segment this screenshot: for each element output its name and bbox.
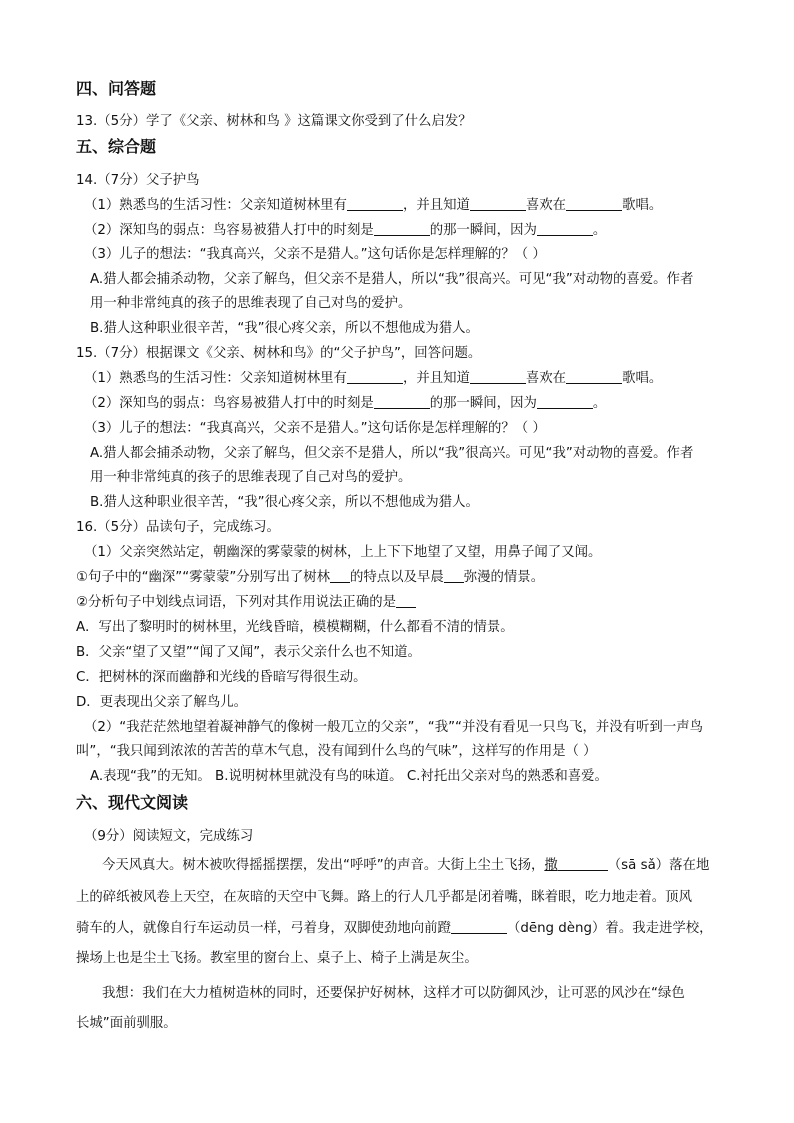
question-15-line-3: （3）儿子的想法：“我真高兴，父亲不是猎人。”这句话你是怎样理解的？（ ） xyxy=(84,421,546,436)
answer-blank[interactable] xyxy=(558,856,608,871)
answer-blank[interactable] xyxy=(374,394,430,409)
reading-paragraph-1-line-2: 上的碎纸被风卷上天空，在灰暗的天空中飞舞。路上的行人几乎都是闭着嘴，眯着眼，吃力地走着。顶风 xyxy=(76,890,692,905)
question-16-sentence-1: （1）父亲突然站定，朝幽深的雾蒙蒙的树林，上上下下地望了又望，用鼻子闻了又闻。 xyxy=(84,545,602,560)
question-15-line-1: （1）熟悉鸟的生活习性：父亲知道树林里有 ，并且知道 喜欢在 歌唱。 xyxy=(84,371,663,386)
answer-blank[interactable] xyxy=(347,369,403,384)
question-14-option-a: A.猎人都会捕杀动物，父亲了解鸟，但父亲不是猎人，所以“我”很高兴。可见“我”对动物的喜爱。作者 xyxy=(90,272,694,287)
answer-blank[interactable] xyxy=(444,568,464,583)
question-14-option-b: B.猎人这种职业很辛苦，“我”很心疼父亲，所以不想他成为猎人。 xyxy=(90,321,479,336)
question-14-line-2: （2）深知鸟的弱点：鸟容易被猎人打中的时刻是 的那一瞬间，因为 。 xyxy=(84,223,607,238)
question-16-title: 16.（5分）品读句子，完成练习。 xyxy=(76,520,280,535)
reading-paragraph-1-line-3: 骑车的人，就像自行车运动员一样，弓着身，双脚使劲地向前蹬 （dēng dèng）着。我走进学校， xyxy=(76,921,713,936)
reading-paragraph-1-line-1: 今天风真大。树木被吹得摇摇摆摆，发出“呼呼”的声音。大街上尘土飞扬，撒 （sā sǎ）落在地 xyxy=(102,858,710,873)
question-16-part-1: ①句子中的“幽深”“雾蒙蒙”分别写出了树林 的特点以及早晨 弥漫的情景。 xyxy=(76,570,545,585)
reading-paragraph-2-line-2: 长城”面前驯服。 xyxy=(76,1016,177,1031)
question-14-title: 14.（7分）父子护鸟 xyxy=(76,173,200,188)
question-16-option-b: B．父亲“望了又望”“闻了又闻”，表示父亲什么也不知道。 xyxy=(76,645,421,660)
answer-blank[interactable] xyxy=(374,221,430,236)
answer-blank[interactable] xyxy=(347,196,403,211)
answer-blank[interactable] xyxy=(470,196,526,211)
reading-title: （9分）阅读短文，完成练习 xyxy=(84,829,254,844)
reading-paragraph-2-line-1: 我想：我们在大力植树造林的同时，还要保护好树林，这样才可以防御风沙，让可恶的风沙在“绿色 xyxy=(102,986,685,1001)
question-16-sentence-2-cont: 叫”，“我只闻到浓浓的苦苦的草木气息，没有闻到什么鸟的气味”，这样写的作用是（ ） xyxy=(76,744,597,759)
answer-blank[interactable] xyxy=(537,221,593,236)
question-14-option-a-cont: 用一种非常纯真的孩子的思维表现了自己对鸟的爱护。 xyxy=(90,296,412,311)
question-16-options: A.表现“我”的无知。 B.说明树林里就没有鸟的味道。 C.衬托出父亲对鸟的熟悉和喜爱。 xyxy=(90,769,608,784)
answer-blank[interactable] xyxy=(537,394,593,409)
question-15-option-b: B.猎人这种职业很辛苦，“我”很心疼父亲，所以不想他成为猎人。 xyxy=(90,495,479,510)
answer-blank[interactable] xyxy=(566,369,622,384)
question-14-line-3: （3）儿子的想法：“我真高兴，父亲不是猎人。”这句话你是怎样理解的？（ ） xyxy=(84,247,546,262)
question-16-option-a: A．写出了黎明时的树林里，光线昏暗，模模糊糊，什么都看不清的情景。 xyxy=(76,620,514,635)
underlined-word: 撒 xyxy=(544,858,558,873)
question-16-option-d: D．更表现出父亲了解鸟儿。 xyxy=(76,695,247,710)
answer-blank[interactable] xyxy=(396,593,416,608)
question-15-title: 15.（7分）根据课文《父亲、树林和鸟》的“父子护鸟”，回答问题。 xyxy=(76,346,482,361)
question-15-option-a-cont: 用一种非常纯真的孩子的思维表现了自己对鸟的爱护。 xyxy=(90,470,412,485)
reading-paragraph-1-line-4: 操场上也是尘土飞扬。教室里的窗台上、桌子上、椅子上满是灰尘。 xyxy=(76,951,478,966)
question-16-sentence-2: （2）“我茫茫然地望着凝神静气的像树一般兀立的父亲”，“我”“并没有看见一只鸟飞，并没有听到一声鸟 xyxy=(84,720,703,735)
question-16-part-2: ②分析句子中划线点词语，下列对其作用说法正确的是 xyxy=(76,593,724,613)
answer-blank[interactable] xyxy=(470,369,526,384)
question-13: 13.（5分）学了《父亲、树林和鸟 》这篇课文你受到了什么启发？ xyxy=(76,114,472,129)
answer-blank[interactable] xyxy=(330,568,350,583)
answer-blank[interactable] xyxy=(566,196,622,211)
question-15-option-a: A.猎人都会捕杀动物，父亲了解鸟，但父亲不是猎人，所以“我”很高兴。可见“我”对动物的喜爱。作者 xyxy=(90,446,694,461)
section-heading-5: 五、综合题 xyxy=(76,137,157,156)
section-heading-6: 六、现代文阅读 xyxy=(76,793,189,812)
question-16-option-c: C．把树林的深而幽静和光线的昏暗写得很生动。 xyxy=(76,670,367,685)
question-15-line-2: （2）深知鸟的弱点：鸟容易被猎人打中的时刻是 的那一瞬间，因为 。 xyxy=(84,396,607,411)
section-heading-4: 四、问答题 xyxy=(76,79,157,98)
answer-blank[interactable] xyxy=(451,919,507,934)
question-14-line-1: （1）熟悉鸟的生活习性：父亲知道树林里有 ，并且知道 喜欢在 歌唱。 xyxy=(84,198,663,213)
